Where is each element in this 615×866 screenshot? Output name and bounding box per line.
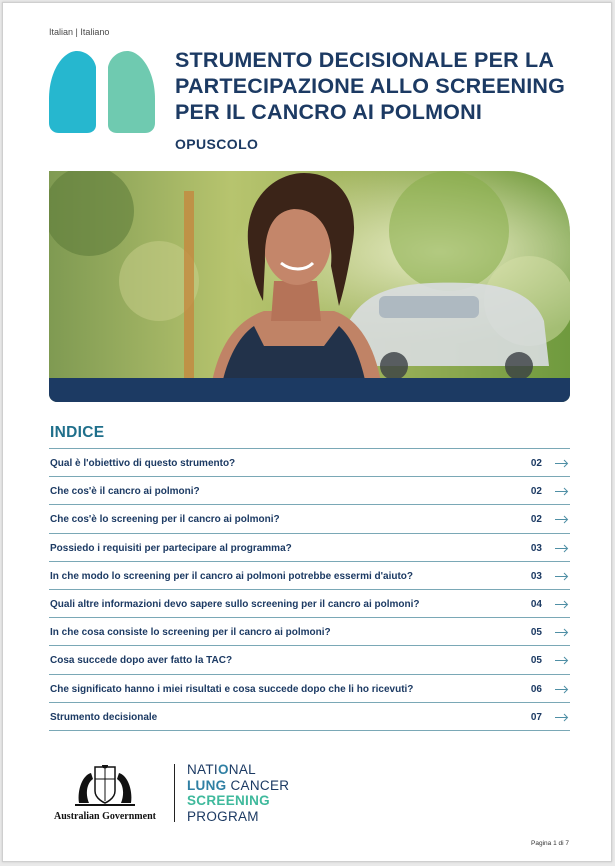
hero-photo xyxy=(49,171,570,402)
gov-name: Australian Government xyxy=(54,811,156,822)
arrow-right-icon xyxy=(555,628,569,637)
document-page xyxy=(2,2,612,862)
program-line-3: SCREENING xyxy=(187,793,270,808)
toc-page-number: 04 xyxy=(530,598,542,610)
toc-row-8[interactable] xyxy=(49,646,570,674)
arrow-right-icon xyxy=(555,685,569,694)
toc-page-number: 02 xyxy=(530,514,542,526)
arrow-right-icon xyxy=(555,600,569,609)
australian-government-logo xyxy=(49,765,161,825)
toc-label: Che significato hanno i miei risultati e cosa succede dopo che li ho ricevuti? xyxy=(50,683,414,695)
toc-label: Possiedo i requisiti per partecipare al programma? xyxy=(50,542,292,554)
program-line-1a: NATI xyxy=(187,762,218,777)
arrow-right-icon xyxy=(555,544,569,553)
woman-smiling-photo-icon xyxy=(49,171,570,402)
toc-row-9[interactable] xyxy=(49,675,570,703)
toc-label: In che modo lo screening per il cancro ai polmoni potrebbe essermi d'aiuto? xyxy=(50,570,414,582)
document-subtitle: OPUSCOLO xyxy=(175,136,259,152)
toc-row-2[interactable] xyxy=(49,477,570,505)
page-indicator: Pagina 1 di 7 xyxy=(531,840,569,847)
program-line-1b: O xyxy=(217,762,229,777)
toc-row-5[interactable] xyxy=(49,562,570,590)
document-title xyxy=(175,47,595,125)
toc-row-6[interactable] xyxy=(49,590,570,618)
toc-label: Quali altre informazioni devo sapere sullo screening per il cancro ai polmoni? xyxy=(50,598,420,610)
toc-page-number: 03 xyxy=(530,542,542,554)
toc-page-number: 02 xyxy=(530,458,542,469)
program-line-2b: CANCER xyxy=(226,777,290,793)
arrow-right-icon xyxy=(555,572,569,581)
arrow-right-icon xyxy=(555,487,569,496)
title-line-1: STRUMENTO DECISIONALE PER LA xyxy=(175,48,555,72)
toc-label: Che cos'è lo screening per il cancro ai polmoni? xyxy=(50,514,280,526)
toc-page-number: 02 xyxy=(530,486,542,498)
toc-row-4[interactable] xyxy=(49,534,570,562)
toc-page-number: 03 xyxy=(530,570,542,582)
toc-page-number: 06 xyxy=(530,683,542,695)
program-line-2a: LUNG xyxy=(187,777,227,793)
coat-of-arms-icon xyxy=(49,765,161,809)
toc-row-1[interactable] xyxy=(49,449,570,477)
arrow-right-icon xyxy=(555,515,569,524)
program-line-1c: NAL xyxy=(228,762,256,777)
title-line-2: PARTECIPAZIONE ALLO SCREENING xyxy=(175,74,566,98)
toc-label: Strumento decisionale xyxy=(50,711,158,723)
toc-page-number: 07 xyxy=(530,711,542,723)
logo-divider xyxy=(174,764,175,822)
toc-label: Qual è l'obiettivo di questo strumento? xyxy=(50,458,236,469)
lungs-logo-icon xyxy=(49,49,155,133)
toc-row-7[interactable] xyxy=(49,618,570,646)
toc-page-number: 05 xyxy=(530,627,542,639)
toc-row-3[interactable] xyxy=(49,505,570,533)
program-logo xyxy=(187,762,289,824)
arrow-right-icon xyxy=(555,713,569,722)
table-of-contents xyxy=(49,448,570,731)
program-line-4: PROGRAM xyxy=(187,808,259,824)
toc-row-10[interactable] xyxy=(49,703,570,731)
toc-label: Cosa succede dopo aver fatto la TAC? xyxy=(50,655,233,667)
arrow-right-icon xyxy=(555,656,569,665)
toc-label: Che cos'è il cancro ai polmoni? xyxy=(50,486,200,498)
arrow-right-icon xyxy=(555,459,569,468)
index-heading: INDICE xyxy=(50,424,105,441)
toc-label: In che cosa consiste lo screening per il cancro ai polmoni? xyxy=(50,627,331,639)
language-label: Italian | Italiano xyxy=(49,27,110,37)
toc-page-number: 05 xyxy=(530,655,542,667)
title-line-3: PER IL CANCRO AI POLMONI xyxy=(175,100,483,124)
